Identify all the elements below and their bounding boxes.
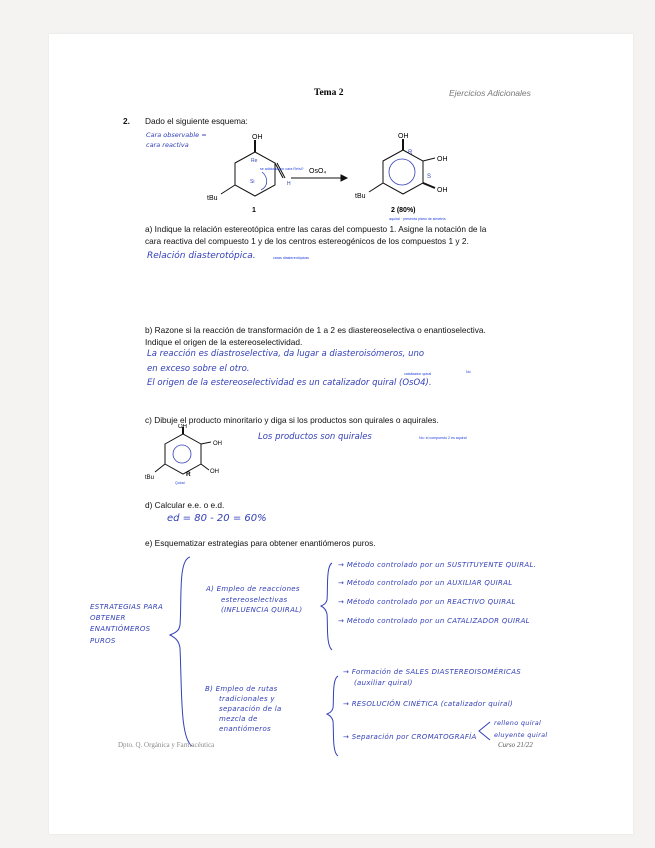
- part-b-answer-line3: El origen de la estereoselectividad es un catalizador quiral (OsO4).: [147, 378, 432, 388]
- strategy-b-line1: B) Empleo de rutas: [205, 685, 278, 693]
- footer-course: Curso 21/22: [498, 741, 533, 749]
- minor-product-oh-top: OH: [178, 424, 187, 430]
- compound-1-si-label: Si: [250, 179, 255, 185]
- strategies-title-line3: ENANTIÓMEROS: [90, 625, 151, 633]
- strategy-a-item-2: → Método controlado por un AUXILIAR QUIRAL: [338, 579, 513, 587]
- compound-2-tbu-label: tBu: [355, 193, 366, 200]
- part-a-question-line2: cara reactiva del compuesto 1 y de los centros estereogénicos de los compuestos 1 y 2.: [145, 236, 469, 246]
- compound-2-oh-right-bottom: OH: [437, 187, 448, 194]
- strategy-b-item-1-line2: (auxiliar quiral): [354, 679, 413, 687]
- face-note-line1: Cara observable =: [146, 131, 207, 139]
- part-a-annotation: caras diastereotópicas: [273, 256, 309, 260]
- minor-product-chiral: Quiral: [175, 481, 185, 485]
- strategies-title-line4: PUROS: [90, 637, 116, 645]
- strategy-a-line1: A) Empleo de reacciones: [206, 585, 300, 593]
- minor-product-r: R: [186, 471, 191, 478]
- part-c-question: c) Dibuje el producto minoritario y diga si los productos son quirales o aquirales.: [145, 415, 439, 425]
- compound-1-tbu-label: tBu: [207, 195, 218, 202]
- minor-product-tbu: tBu: [145, 475, 155, 481]
- compound-1-h-label: H: [287, 181, 291, 187]
- part-a-question-line1: a) Indique la relación estereotópica entre las caras del compuesto 1. Asigne la notación de la: [145, 224, 487, 234]
- compound-1-re-label: Re: [251, 158, 258, 164]
- strategy-b-item-3: → Separación por CROMATOGRAFÍA: [343, 733, 477, 741]
- reagent-label: OsO₄: [309, 168, 327, 175]
- compound-2-label: 2 (80%): [391, 207, 416, 214]
- reagent-annotation: se adiciona por cara Re/si?: [260, 167, 304, 171]
- face-note-line2: cara reactiva: [146, 141, 189, 149]
- compound-1-oh-label: OH: [252, 134, 263, 141]
- strategy-a-item-1: → Método controlado por un SUSTITUYENTE QUIRAL.: [338, 561, 537, 569]
- part-b-annotation-quiral: catalizador quiral: [404, 372, 432, 376]
- strategy-a-line3: (INFLUENCIA QUIRAL): [221, 606, 303, 614]
- page-title: Tema 2: [314, 88, 344, 98]
- question-number: 2.: [123, 116, 130, 126]
- part-d-answer: ed = 80 - 20 = 60%: [167, 513, 267, 524]
- compound-2-s-label: S: [427, 174, 432, 180]
- part-b-annotation-no: No: [466, 370, 471, 374]
- strategy-b-line2: tradicionales y: [219, 695, 275, 703]
- strategy-a-item-4: → Método controlado por un CATALIZADOR QUIRAL: [338, 617, 530, 625]
- minor-product-oh-right: OH: [213, 441, 222, 447]
- strategy-b-line3: separación de la: [219, 705, 282, 713]
- strategies-title-line2: OBTENER: [90, 614, 126, 622]
- compound-1-label: 1: [252, 207, 256, 214]
- part-e-question: e) Esquematizar estrategias para obtener enantiómeros puros.: [145, 538, 376, 548]
- compound-2-oh-top: OH: [398, 133, 409, 140]
- part-d-question: d) Calcular e.e. o e.d.: [145, 500, 225, 510]
- part-b-question-line1: b) Razone si la reacción de transformación de 1 a 2 es diastereoselectiva o enantioselectiva.: [145, 325, 486, 335]
- strategy-b-line4: mezcla de: [219, 715, 258, 723]
- footer-department: Dpto. Q. Orgánica y Farmacéutica: [118, 741, 215, 749]
- strategy-a-item-3: → Método controlado por un REACTIVO QUIRAL: [338, 598, 516, 606]
- part-b-answer-line1: La reacción es diastroselectiva, da lugar a diasteroisómeros, uno: [147, 349, 425, 359]
- strategy-b-item-3-option-2: eluyente quiral: [494, 731, 548, 739]
- strategy-b-item-1-line1: → Formación de SALES DIASTEREOISOMÉRICAS: [343, 668, 522, 676]
- product-annotation: aquiral · presenta plano de simetría: [389, 217, 446, 221]
- question-prompt: Dado el siguiente esquema:: [145, 116, 248, 126]
- compound-2-r-label: R: [408, 150, 413, 156]
- strategies-title-line1: ESTRATEGIAS PARA: [90, 603, 164, 611]
- minor-product-oh-bottom: OH: [210, 469, 219, 475]
- part-b-question-line2: Indique el origen de la estereoselectividad.: [145, 337, 303, 347]
- part-a-answer: Relación diasterotópica.: [147, 251, 256, 261]
- part-c-annotation: No: el compuesto 2 es aquiral: [419, 436, 467, 440]
- compound-2-oh-right-top: OH: [437, 156, 448, 163]
- page-subtitle: Ejercicios Adicionales: [449, 88, 531, 98]
- part-c-answer: Los productos son quirales: [258, 432, 372, 442]
- part-b-answer-line2: en exceso sobre el otro.: [147, 364, 250, 374]
- strategy-b-item-2: → RESOLUCIÓN CINÉTICA (catalizador quiral): [343, 700, 513, 708]
- strategy-a-line2: estereoselectivas: [221, 596, 288, 604]
- strategy-b-item-3-option-1: relleno quiral: [494, 719, 542, 727]
- strategy-b-line5: enantiómeros: [219, 725, 271, 733]
